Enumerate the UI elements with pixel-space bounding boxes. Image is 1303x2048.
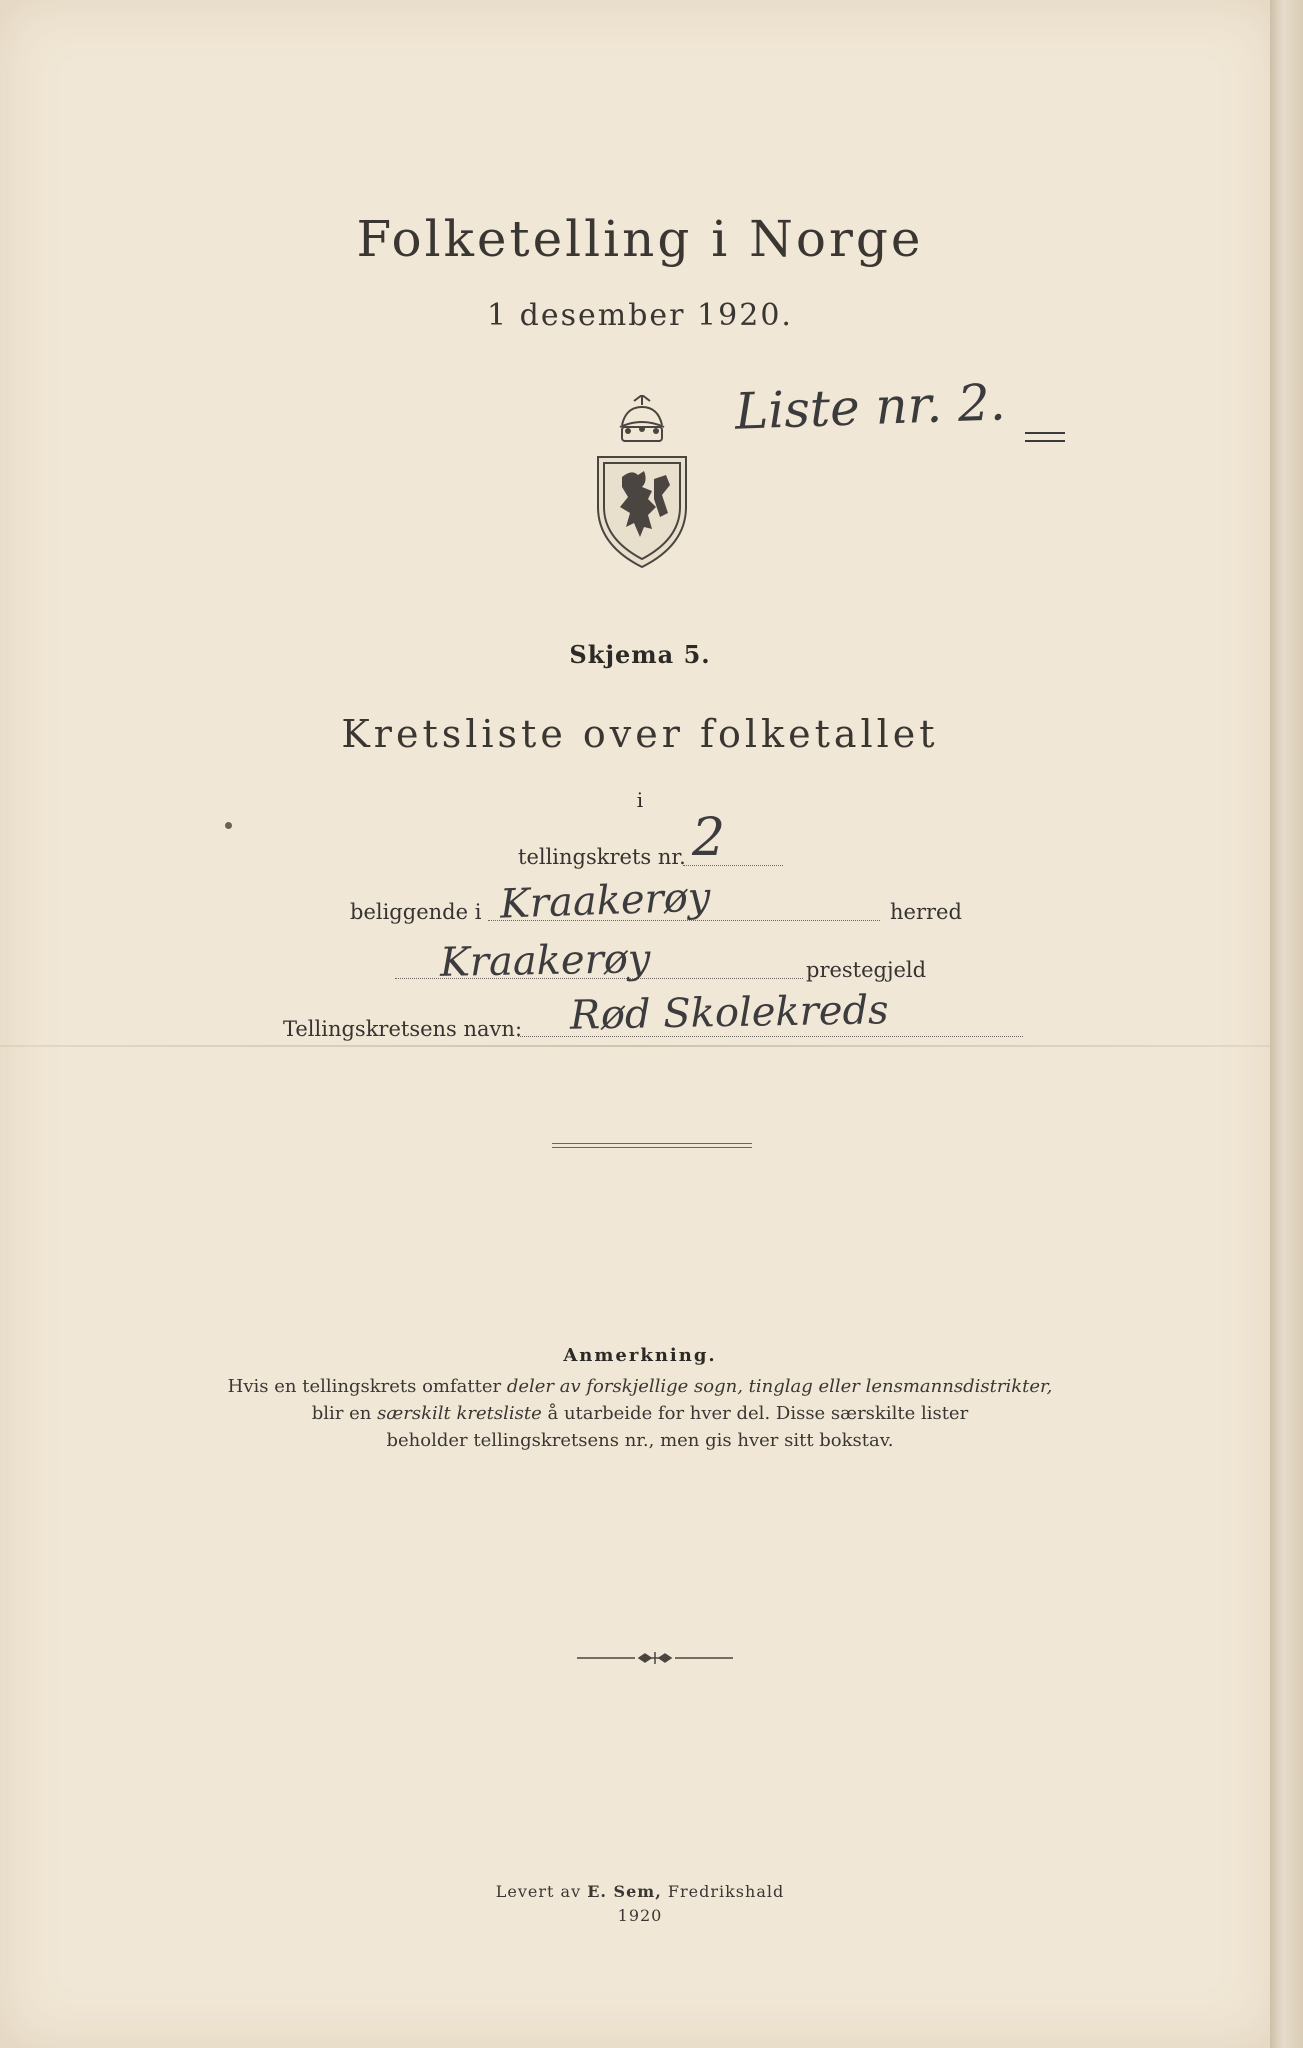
beliggende-label: beliggende i bbox=[350, 900, 482, 924]
form-heading: Kretsliste over folketallet bbox=[341, 712, 939, 756]
note-line-2: blir en særskilt kretsliste å utarbeide for hver del. Disse særskilte lister bbox=[311, 1403, 969, 1424]
separator-rule-top bbox=[552, 1143, 752, 1144]
ornament-divider-icon bbox=[575, 1648, 735, 1668]
note-text bbox=[0, 1373, 1280, 1454]
printer-credit: Levert av E. Sem, Fredrikshald bbox=[495, 1882, 785, 1901]
tellingskrets-value: 2 bbox=[692, 808, 726, 868]
paper-fold bbox=[0, 1045, 1280, 1047]
prestegjeld-label: prestegjeld bbox=[806, 958, 927, 982]
note-line-1: Hvis en tellingskrets omfatter deler av forskjellige sogn, tinglag eller lensmannsdistrikter, bbox=[227, 1376, 1053, 1397]
note-line-3: beholder tellingskretsens nr., men gis hver sitt bokstav. bbox=[386, 1430, 894, 1451]
navn-label: Tellingskretsens navn: bbox=[283, 1017, 523, 1041]
preposition-i: i bbox=[636, 788, 644, 812]
scan-edge bbox=[1270, 0, 1303, 2048]
census-date: 1 desember 1920. bbox=[487, 298, 793, 333]
separator-rule-bottom bbox=[552, 1147, 752, 1148]
note-title: Anmerkning. bbox=[563, 1345, 717, 1366]
page-title: Folketelling i Norge bbox=[356, 210, 924, 268]
herred-label: herred bbox=[890, 900, 962, 924]
tellingskrets-label: tellingskrets nr. bbox=[518, 845, 686, 869]
norwegian-coat-of-arms-icon bbox=[592, 395, 692, 570]
prestegjeld-value: Kraakerøy bbox=[439, 936, 651, 986]
herred-value: Kraakerøy bbox=[499, 874, 712, 928]
ink-speck bbox=[225, 822, 232, 829]
printer-year: 1920 bbox=[617, 1906, 663, 1925]
navn-value: Rød Skolekreds bbox=[569, 987, 890, 1039]
list-number-underline bbox=[1025, 432, 1065, 442]
handwritten-list-number: Liste nr. 2. bbox=[734, 373, 1007, 441]
schema-label: Skjema 5. bbox=[569, 640, 711, 669]
